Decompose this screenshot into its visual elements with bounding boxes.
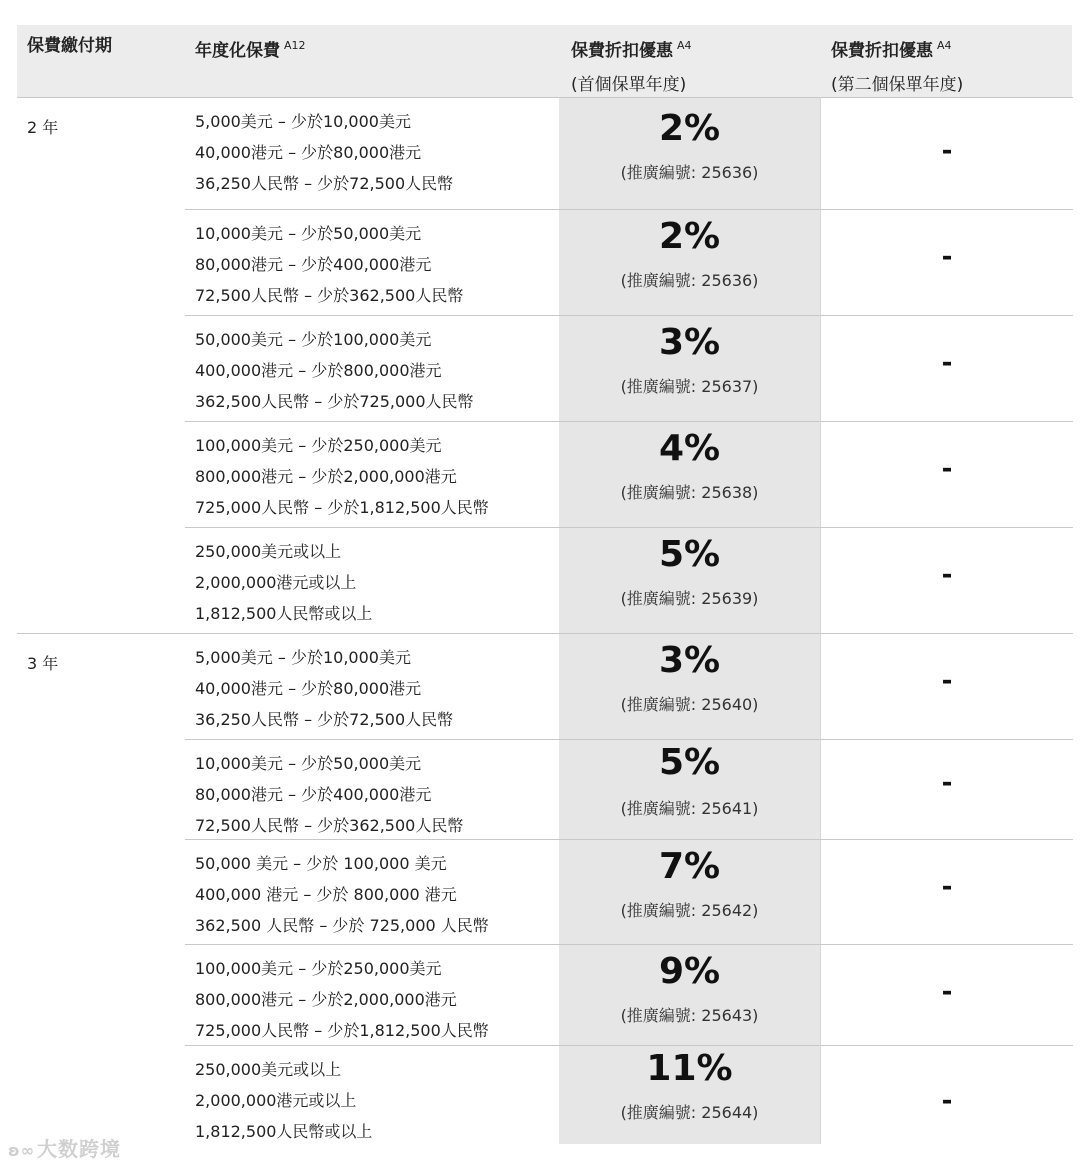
discount-percent: 2% bbox=[658, 108, 721, 149]
table-row bbox=[17, 839, 1072, 944]
first-year-discount-cell bbox=[559, 1045, 820, 1144]
premium-rmb: 1,812,500人民幣或以上 bbox=[195, 604, 373, 623]
promo-code: (推廣編號: 25638) bbox=[620, 483, 759, 502]
second-year-value: - bbox=[941, 560, 953, 590]
table-row bbox=[17, 421, 1072, 527]
second-year-discount-cell bbox=[820, 315, 1073, 421]
discount-percent: 11% bbox=[646, 1048, 733, 1089]
footnote-ref: A4 bbox=[937, 39, 952, 52]
premium-hkd: 800,000港元 – 少於2,000,000港元 bbox=[195, 990, 457, 1009]
first-year-discount-cell bbox=[559, 944, 820, 1045]
premium-usd: 250,000美元或以上 bbox=[195, 542, 342, 561]
premium-range-list bbox=[195, 1054, 372, 1147]
second-year-value: - bbox=[941, 242, 953, 272]
premium-rmb: 362,500 人民幣 – 少於 725,000 人民幣 bbox=[195, 916, 489, 935]
promo-code: (推廣編號: 25642) bbox=[620, 901, 759, 920]
header-second-year-discount: 保費折扣優惠 $^{A4}$ (第二個保單年度) bbox=[831, 39, 964, 95]
promo-code: (推廣編號: 25644) bbox=[620, 1103, 759, 1122]
premium-hkd: 2,000,000港元或以上 bbox=[195, 573, 357, 592]
payment-term-label: 2 年 bbox=[27, 118, 59, 137]
premium-range-list bbox=[195, 324, 474, 417]
second-year-value: - bbox=[941, 348, 953, 378]
premium-range-cell bbox=[185, 97, 559, 209]
premium-hkd: 80,000港元 – 少於400,000港元 bbox=[195, 255, 432, 274]
watermark: ʚ∞ 大数跨境 bbox=[8, 1137, 122, 1161]
second-year-value: - bbox=[941, 454, 953, 484]
premium-rmb: 72,500人民幣 – 少於362,500人民幣 bbox=[195, 286, 464, 305]
second-year-value: - bbox=[941, 872, 953, 902]
premium-usd: 100,000美元 – 少於250,000美元 bbox=[195, 436, 442, 455]
premium-hkd: 80,000港元 – 少於400,000港元 bbox=[195, 785, 432, 804]
second-year-discount-cell bbox=[820, 839, 1073, 944]
second-year-value: - bbox=[941, 977, 953, 1007]
table-row bbox=[17, 209, 1072, 315]
discount-percent: 7% bbox=[658, 846, 721, 887]
premium-hkd: 800,000港元 – 少於2,000,000港元 bbox=[195, 467, 457, 486]
premium-rmb: 725,000人民幣 – 少於1,812,500人民幣 bbox=[195, 1021, 489, 1040]
second-year-value: - bbox=[941, 666, 953, 696]
table-row bbox=[17, 633, 1072, 739]
table-row bbox=[17, 315, 1072, 421]
premium-range-list bbox=[195, 953, 489, 1046]
first-year-discount-cell bbox=[559, 527, 820, 633]
premium-range-cell bbox=[185, 315, 559, 421]
premium-usd: 5,000美元 – 少於10,000美元 bbox=[195, 112, 411, 131]
header-annualized-premium: 年度化保費 $^{A12}$ bbox=[195, 39, 306, 61]
table-row bbox=[17, 1045, 1072, 1144]
header-payment-term: 保費繳付期 bbox=[27, 36, 112, 56]
premium-usd: 10,000美元 – 少於50,000美元 bbox=[195, 754, 422, 773]
header-first-year-discount: 保費折扣優惠 $^{A4}$ (首個保單年度) bbox=[571, 39, 692, 95]
premium-usd: 50,000 美元 – 少於 100,000 美元 bbox=[195, 854, 447, 873]
promo-code: (推廣編號: 25640) bbox=[620, 695, 759, 714]
premium-rmb: 72,500人民幣 – 少於362,500人民幣 bbox=[195, 816, 464, 835]
premium-rmb: 725,000人民幣 – 少於1,812,500人民幣 bbox=[195, 498, 489, 517]
promo-code: (推廣編號: 25639) bbox=[620, 589, 759, 608]
premium-range-list bbox=[195, 642, 453, 735]
premium-hkd: 40,000港元 – 少於80,000港元 bbox=[195, 143, 422, 162]
watermark-logo-icon: ʚ∞ bbox=[8, 1141, 36, 1160]
footnote-ref: A4 bbox=[677, 39, 692, 52]
promo-code: (推廣編號: 25641) bbox=[620, 799, 759, 818]
premium-usd: 50,000美元 – 少於100,000美元 bbox=[195, 330, 432, 349]
first-year-discount-cell bbox=[559, 839, 820, 944]
table-row bbox=[17, 739, 1072, 839]
premium-range-cell bbox=[185, 633, 559, 739]
second-year-discount-cell bbox=[820, 421, 1073, 527]
premium-usd: 5,000美元 – 少於10,000美元 bbox=[195, 648, 411, 667]
first-year-discount-cell bbox=[559, 315, 820, 421]
payment-term-label: 3 年 bbox=[27, 654, 59, 673]
premium-rmb: 36,250人民幣 – 少於72,500人民幣 bbox=[195, 174, 454, 193]
discount-percent: 5% bbox=[658, 534, 721, 575]
discount-percent: 2% bbox=[658, 216, 721, 257]
premium-rmb: 36,250人民幣 – 少於72,500人民幣 bbox=[195, 710, 454, 729]
second-year-discount-cell bbox=[820, 944, 1073, 1045]
first-year-discount-cell bbox=[559, 739, 820, 839]
first-year-discount-cell bbox=[559, 209, 820, 315]
premium-range-list bbox=[195, 218, 463, 311]
table-header bbox=[17, 25, 1072, 98]
footnote-ref: A12 bbox=[284, 39, 306, 52]
discount-percent: 9% bbox=[658, 951, 721, 992]
second-year-discount-cell bbox=[820, 633, 1073, 739]
first-year-discount-cell bbox=[559, 633, 820, 739]
premium-range-cell bbox=[185, 839, 559, 944]
premium-usd: 250,000美元或以上 bbox=[195, 1060, 342, 1079]
premium-range-cell bbox=[185, 944, 559, 1045]
table-row bbox=[17, 97, 1072, 209]
premium-usd: 10,000美元 – 少於50,000美元 bbox=[195, 224, 422, 243]
premium-range-list bbox=[195, 748, 463, 841]
second-year-value: - bbox=[941, 1086, 953, 1116]
premium-hkd: 40,000港元 – 少於80,000港元 bbox=[195, 679, 422, 698]
table-row bbox=[17, 944, 1072, 1045]
premium-range-cell bbox=[185, 739, 559, 839]
premium-hkd: 400,000 港元 – 少於 800,000 港元 bbox=[195, 885, 457, 904]
promo-code: (推廣編號: 25636) bbox=[620, 163, 759, 182]
discount-percent: 5% bbox=[658, 742, 721, 783]
premium-range-list bbox=[195, 536, 372, 629]
discount-percent: 3% bbox=[658, 322, 721, 363]
second-year-value: - bbox=[941, 768, 953, 798]
second-year-discount-cell bbox=[820, 1045, 1073, 1144]
premium-range-list bbox=[195, 848, 489, 941]
premium-range-list bbox=[195, 430, 489, 523]
second-year-discount-cell bbox=[820, 527, 1073, 633]
first-year-discount-cell bbox=[559, 97, 820, 209]
premium-rmb: 1,812,500人民幣或以上 bbox=[195, 1122, 373, 1141]
promo-code: (推廣編號: 25643) bbox=[620, 1006, 759, 1025]
premium-usd: 100,000美元 – 少於250,000美元 bbox=[195, 959, 442, 978]
premium-range-cell bbox=[185, 527, 559, 633]
second-year-value: - bbox=[941, 136, 953, 166]
premium-range-list bbox=[195, 106, 453, 199]
discount-percent: 4% bbox=[658, 428, 721, 469]
promo-code: (推廣編號: 25637) bbox=[620, 377, 759, 396]
table-row bbox=[17, 527, 1072, 633]
premium-hkd: 400,000港元 – 少於800,000港元 bbox=[195, 361, 442, 380]
promo-code: (推廣編號: 25636) bbox=[620, 271, 759, 290]
second-year-discount-cell bbox=[820, 739, 1073, 839]
second-year-discount-cell bbox=[820, 209, 1073, 315]
premium-range-cell bbox=[185, 1045, 559, 1144]
premium-rmb: 362,500人民幣 – 少於725,000人民幣 bbox=[195, 392, 474, 411]
premium-hkd: 2,000,000港元或以上 bbox=[195, 1091, 357, 1110]
discount-percent: 3% bbox=[658, 640, 721, 681]
first-year-discount-cell bbox=[559, 421, 820, 527]
second-year-discount-cell bbox=[820, 97, 1073, 209]
premium-range-cell bbox=[185, 421, 559, 527]
premium-range-cell bbox=[185, 209, 559, 315]
